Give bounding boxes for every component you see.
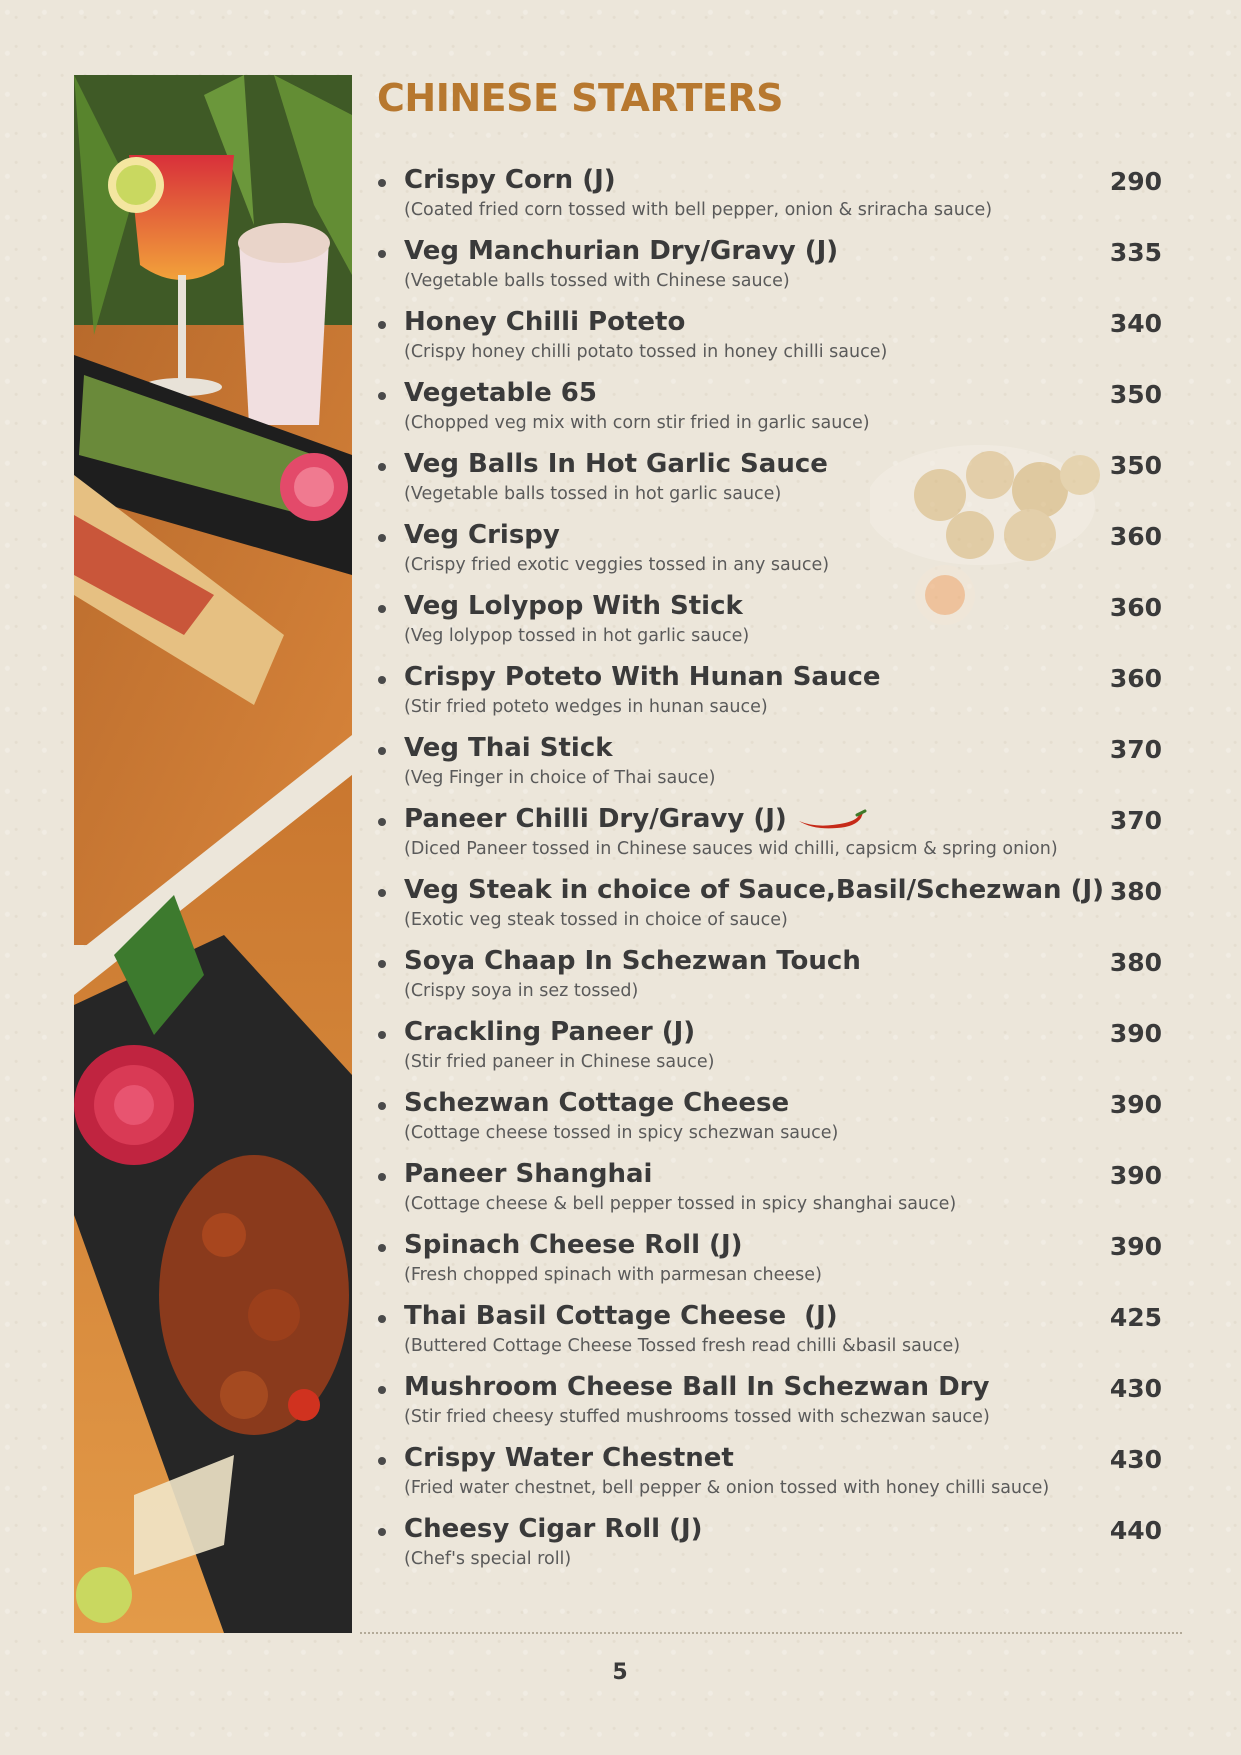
- menu-item-mushroom-cheese-ball: [378, 1374, 1166, 1436]
- item-description: (Exotic veg steak tossed in choice of sauce): [404, 910, 788, 930]
- page-title: CHINESE STARTERS: [377, 76, 783, 120]
- item-description: (Stir fried paneer in Chinese sauce): [404, 1052, 715, 1072]
- item-name: Veg Manchurian Dry/Gravy (J): [404, 236, 839, 266]
- menu-item-veg-crispy: [378, 522, 1166, 584]
- item-description: (Coated fried corn tossed with bell pepper, onion & sriracha sauce): [404, 200, 993, 220]
- item-description: (Crispy fried exotic veggies tossed in any sauce): [404, 555, 830, 575]
- menu-item-veg-thai-stick: [378, 735, 1166, 797]
- item-name: Crispy Corn (J): [404, 165, 616, 195]
- item-name: Crispy Water Chestnet: [404, 1443, 734, 1473]
- bullet-dot-icon: [378, 463, 386, 471]
- item-name: Thai Basil Cottage Cheese (J): [404, 1301, 838, 1331]
- item-price: 290: [1109, 167, 1162, 196]
- menu-item-crispy-poteto-hunan: [378, 664, 1166, 726]
- item-price: 390: [1109, 1019, 1162, 1048]
- menu-item-veg-balls-hot-garlic: [378, 451, 1166, 513]
- menu-item-paneer-shanghai: [378, 1161, 1166, 1223]
- item-description: (Cottage cheese & bell pepper tossed in spicy shanghai sauce): [404, 1194, 957, 1214]
- menu-item-thai-basil-cottage-cheese: [378, 1303, 1166, 1365]
- item-name: Soya Chaap In Schezwan Touch: [404, 946, 861, 976]
- item-description: (Veg Finger in choice of Thai sauce): [404, 768, 716, 788]
- menu-item-honey-chilli-poteto: [378, 309, 1166, 371]
- item-name: Spinach Cheese Roll (J): [404, 1230, 743, 1260]
- item-description: (Chef's special roll): [404, 1549, 572, 1569]
- item-price: 425: [1109, 1303, 1162, 1332]
- bullet-dot-icon: [378, 1244, 386, 1252]
- menu-item-cheesy-cigar-roll: [378, 1516, 1166, 1578]
- item-price: 335: [1109, 238, 1162, 267]
- bullet-dot-icon: [378, 179, 386, 187]
- menu-item-veg-lolypop: [378, 593, 1166, 655]
- item-name-row: [404, 804, 867, 834]
- bullet-dot-icon: [378, 960, 386, 968]
- item-price: 360: [1109, 522, 1162, 551]
- food-photo: [74, 75, 352, 1633]
- item-name: Crispy Poteto With Hunan Sauce: [404, 662, 881, 692]
- menu-item-crispy-water-chestnet: [378, 1445, 1166, 1507]
- item-price: 430: [1109, 1445, 1162, 1474]
- item-name: Paneer Chilli Dry/Gravy (J): [404, 804, 787, 834]
- item-price: 380: [1109, 877, 1162, 906]
- item-price: 440: [1109, 1516, 1162, 1545]
- item-name: Cheesy Cigar Roll (J): [404, 1514, 703, 1544]
- bullet-dot-icon: [378, 676, 386, 684]
- item-price: 390: [1109, 1232, 1162, 1261]
- menu-item-vegetable-65: [378, 380, 1166, 442]
- bullet-dot-icon: [378, 889, 386, 897]
- item-name: Schezwan Cottage Cheese: [404, 1088, 790, 1118]
- item-name: Veg Thai Stick: [404, 733, 613, 763]
- item-name: Veg Lolypop With Stick: [404, 591, 743, 621]
- item-price: 370: [1109, 735, 1162, 764]
- item-description: (Fresh chopped spinach with parmesan cheese): [404, 1265, 822, 1285]
- item-name: Vegetable 65: [404, 378, 597, 408]
- food-photo-panel: [74, 75, 352, 1633]
- bullet-dot-icon: [378, 534, 386, 542]
- item-price: 380: [1109, 948, 1162, 977]
- bullet-dot-icon: [378, 1386, 386, 1394]
- bullet-dot-icon: [378, 1528, 386, 1536]
- page-number: 5: [612, 1660, 628, 1685]
- bullet-dot-icon: [378, 747, 386, 755]
- item-description: (Stir fried cheesy stuffed mushrooms tossed with schezwan sauce): [404, 1407, 990, 1427]
- item-price: 360: [1109, 664, 1162, 693]
- bullet-dot-icon: [378, 818, 386, 826]
- item-description: (Chopped veg mix with corn stir fried in garlic sauce): [404, 413, 870, 433]
- bullet-dot-icon: [378, 1315, 386, 1323]
- chili-pepper-icon: [797, 809, 867, 831]
- item-name: Veg Steak in choice of Sauce,Basil/Schezwan (J): [404, 875, 1105, 905]
- item-price: 390: [1109, 1090, 1162, 1119]
- item-price: 350: [1109, 380, 1162, 409]
- item-name: Honey Chilli Poteto: [404, 307, 686, 337]
- item-description: (Veg lolypop tossed in hot garlic sauce): [404, 626, 750, 646]
- item-price: 340: [1109, 309, 1162, 338]
- item-name: Crackling Paneer (J): [404, 1017, 696, 1047]
- item-description: (Cottage cheese tossed in spicy schezwan sauce): [404, 1123, 839, 1143]
- bullet-dot-icon: [378, 1102, 386, 1110]
- item-price: 370: [1109, 806, 1162, 835]
- menu-item-paneer-chilli: [378, 806, 1166, 868]
- menu-item-crackling-paneer: [378, 1019, 1166, 1081]
- item-description: (Vegetable balls tossed in hot garlic sauce): [404, 484, 782, 504]
- item-name: Mushroom Cheese Ball In Schezwan Dry: [404, 1372, 990, 1402]
- item-description: (Crispy honey chilli potato tossed in honey chilli sauce): [404, 342, 888, 362]
- item-price: 360: [1109, 593, 1162, 622]
- item-name: Paneer Shanghai: [404, 1159, 653, 1189]
- item-description: (Fried water chestnet, bell pepper & onion tossed with honey chilli sauce): [404, 1478, 1050, 1498]
- item-description: (Stir fried poteto wedges in hunan sauce): [404, 697, 768, 717]
- menu-item-spinach-cheese-roll: [378, 1232, 1166, 1294]
- item-description: (Vegetable balls tossed with Chinese sauce): [404, 271, 790, 291]
- bullet-dot-icon: [378, 250, 386, 258]
- menu-item-crispy-corn: [378, 167, 1166, 229]
- item-name: Veg Crispy: [404, 520, 560, 550]
- bullet-dot-icon: [378, 1173, 386, 1181]
- menu-item-veg-steak: [378, 877, 1166, 939]
- item-price: 430: [1109, 1374, 1162, 1403]
- bullet-dot-icon: [378, 1457, 386, 1465]
- item-description: (Diced Paneer tossed in Chinese sauces wid chilli, capsicm & spring onion): [404, 839, 1058, 859]
- menu-item-schezwan-cottage-cheese: [378, 1090, 1166, 1152]
- menu-item-soya-chaap: [378, 948, 1166, 1010]
- bullet-dot-icon: [378, 605, 386, 613]
- item-price: 350: [1109, 451, 1162, 480]
- bullet-dot-icon: [378, 321, 386, 329]
- bullet-dot-icon: [378, 1031, 386, 1039]
- item-name: Veg Balls In Hot Garlic Sauce: [404, 449, 828, 479]
- bullet-dot-icon: [378, 392, 386, 400]
- item-description: (Buttered Cottage Cheese Tossed fresh read chilli &basil sauce): [404, 1336, 961, 1356]
- footer-divider: [360, 1632, 1182, 1634]
- item-description: (Crispy soya in sez tossed): [404, 981, 639, 1001]
- menu-item-veg-manchurian: [378, 238, 1166, 300]
- item-price: 390: [1109, 1161, 1162, 1190]
